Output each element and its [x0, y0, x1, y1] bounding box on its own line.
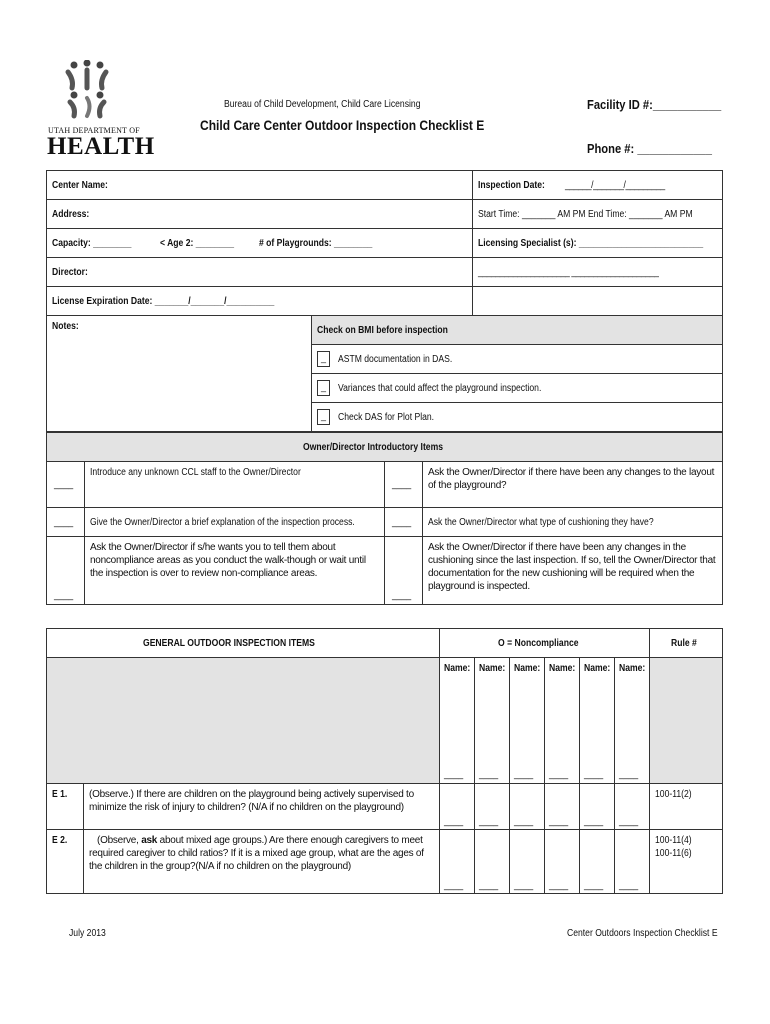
name-column-label: Name:: [444, 663, 471, 674]
health-logo-icon: [62, 60, 112, 120]
bureau-name: Bureau of Child Development, Child Care Licensing: [224, 99, 421, 110]
rule-header: Rule #: [671, 637, 697, 649]
bmi-checkbox-plot-plan[interactable]: _: [317, 409, 330, 425]
age2-field[interactable]: < Age 2: ________: [160, 237, 235, 249]
e2-check-field[interactable]: ____: [444, 880, 464, 891]
notes-field[interactable]: Notes:: [52, 321, 79, 332]
capacity-field[interactable]: Capacity: ________: [52, 237, 132, 249]
logo-title: HEALTH: [47, 133, 155, 160]
name-column-label: Name:: [549, 663, 576, 674]
name-field[interactable]: ____: [549, 769, 569, 780]
intro-header: Owner/Director Introductory Items: [303, 441, 444, 453]
center-name-field[interactable]: Center Name:: [52, 179, 108, 191]
name-field[interactable]: ____: [619, 769, 639, 780]
bmi-checkbox-variances[interactable]: _: [317, 380, 330, 396]
name-field[interactable]: ____: [584, 769, 604, 780]
rule-e1: 100-11(2): [655, 789, 692, 800]
item-text-e2-ask: ask: [141, 835, 158, 846]
bmi-item-plot-plan: Check DAS for Plot Plan.: [338, 411, 435, 423]
noncompliance-header: O = Noncompliance: [497, 637, 579, 649]
name-field[interactable]: ____: [444, 769, 464, 780]
intro-check-4[interactable]: ____: [392, 516, 412, 528]
e1-check-field[interactable]: ____: [619, 816, 639, 827]
intro-item-3: Give the Owner/Director a brief explanation of the inspection process.: [90, 516, 355, 528]
item-text-e2-post: about mixed age groups.) Are there enough caregivers to meet required caregiver to child ratios? If it is a mixed age group, what are the ages of the children in the group?(N/A if no children on the playground): [89, 835, 424, 872]
e1-check-field[interactable]: ____: [444, 816, 464, 827]
general-header: GENERAL OUTDOOR INSPECTION ITEMS: [143, 637, 315, 649]
director-blank-field[interactable]: _____________________ ____________________: [478, 266, 659, 278]
licensing-specialist-field[interactable]: Licensing Specialist (s): __________________________: [478, 237, 704, 249]
inspection-date-field[interactable]: ______/_______/_________: [564, 179, 665, 191]
intro-check-1[interactable]: ____: [54, 479, 74, 490]
facility-id-field[interactable]: Facility ID #:___________: [587, 97, 722, 112]
rule-e2-a: 100-11(4): [655, 835, 692, 846]
item-text-e2-pre: (Observe,: [97, 835, 142, 846]
rule-e2-b: 100-11(6): [655, 848, 692, 859]
inspection-date-label: Inspection Date:: [478, 179, 545, 191]
address-field[interactable]: Address:: [52, 208, 90, 220]
intro-item-6: Ask the Owner/Director if there have been any changes in the cushioning since the last inspection. If so, tell the Owner/Director that documentation for the new cushioning will be required when the playground is inspected.: [428, 542, 716, 592]
item-text-e2: [89, 834, 434, 873]
name-column-label: Name:: [619, 663, 646, 674]
general-items-table: [46, 628, 723, 894]
logo-subtitle: UTAH DEPARTMENT OF: [48, 126, 140, 135]
page-title: Child Care Center Outdoor Inspection Checklist E: [200, 117, 485, 133]
phone-field[interactable]: Phone #: ____________: [587, 141, 712, 156]
bmi-checkbox-astm[interactable]: _: [317, 351, 330, 367]
intro-items-table: [46, 432, 723, 605]
item-id-e1: E 1.: [52, 789, 68, 800]
name-column-label: Name:: [584, 663, 611, 674]
intro-check-5[interactable]: ____: [54, 590, 74, 601]
footer-date: July 2013: [69, 928, 106, 939]
intro-item-2: Ask the Owner/Director if there have been any changes to the layout of the playground?: [428, 467, 715, 491]
e1-check-field[interactable]: ____: [514, 816, 534, 827]
intro-item-1: Introduce any unknown CCL staff to the Owner/Director: [90, 467, 301, 478]
name-column-label: Name:: [514, 663, 541, 674]
item-id-e2: E 2.: [52, 835, 68, 846]
e2-check-field[interactable]: ____: [479, 880, 499, 891]
bmi-header: Check on BMI before inspection: [317, 324, 448, 336]
e2-check-field[interactable]: ____: [584, 880, 604, 891]
e2-check-field[interactable]: ____: [514, 880, 534, 891]
bmi-item-variances: Variances that could affect the playground inspection.: [338, 382, 542, 394]
item-text-e1: (Observe.) If there are children on the playground being actively supervised to minimize the risk of injury to children? (N/A if no children on the playground): [89, 789, 414, 813]
e1-check-field[interactable]: ____: [479, 816, 499, 827]
name-field[interactable]: ____: [479, 769, 499, 780]
e2-check-field[interactable]: ____: [549, 880, 569, 891]
start-end-time-field[interactable]: Start Time: _______ AM PM End Time: _______ AM PM: [478, 208, 693, 220]
intro-check-3[interactable]: ____: [54, 516, 74, 528]
playgrounds-field[interactable]: # of Playgrounds: ________: [259, 237, 373, 249]
intro-check-2[interactable]: ____: [392, 479, 412, 490]
director-field[interactable]: Director:: [52, 266, 88, 278]
e2-check-field[interactable]: ____: [619, 880, 639, 891]
intro-check-6[interactable]: ____: [392, 590, 412, 601]
footer-doc-name: Center Outdoors Inspection Checklist E: [567, 928, 718, 939]
e1-check-field[interactable]: ____: [584, 816, 604, 827]
intro-item-5: Ask the Owner/Director if s/he wants you to tell them about noncompliance areas as you conduct the walk-though or wait until the inspection is over to review non-compliance areas.: [90, 542, 366, 579]
center-info-table: [46, 170, 723, 432]
license-expiration-field[interactable]: License Expiration Date: _______/_______/__________: [52, 295, 275, 307]
intro-item-4: Ask the Owner/Director what type of cushioning they have?: [428, 516, 654, 528]
e1-check-field[interactable]: ____: [549, 816, 569, 827]
bmi-item-astm: ASTM documentation in DAS.: [338, 353, 453, 365]
name-column-label: Name:: [479, 663, 506, 674]
name-field[interactable]: ____: [514, 769, 534, 780]
